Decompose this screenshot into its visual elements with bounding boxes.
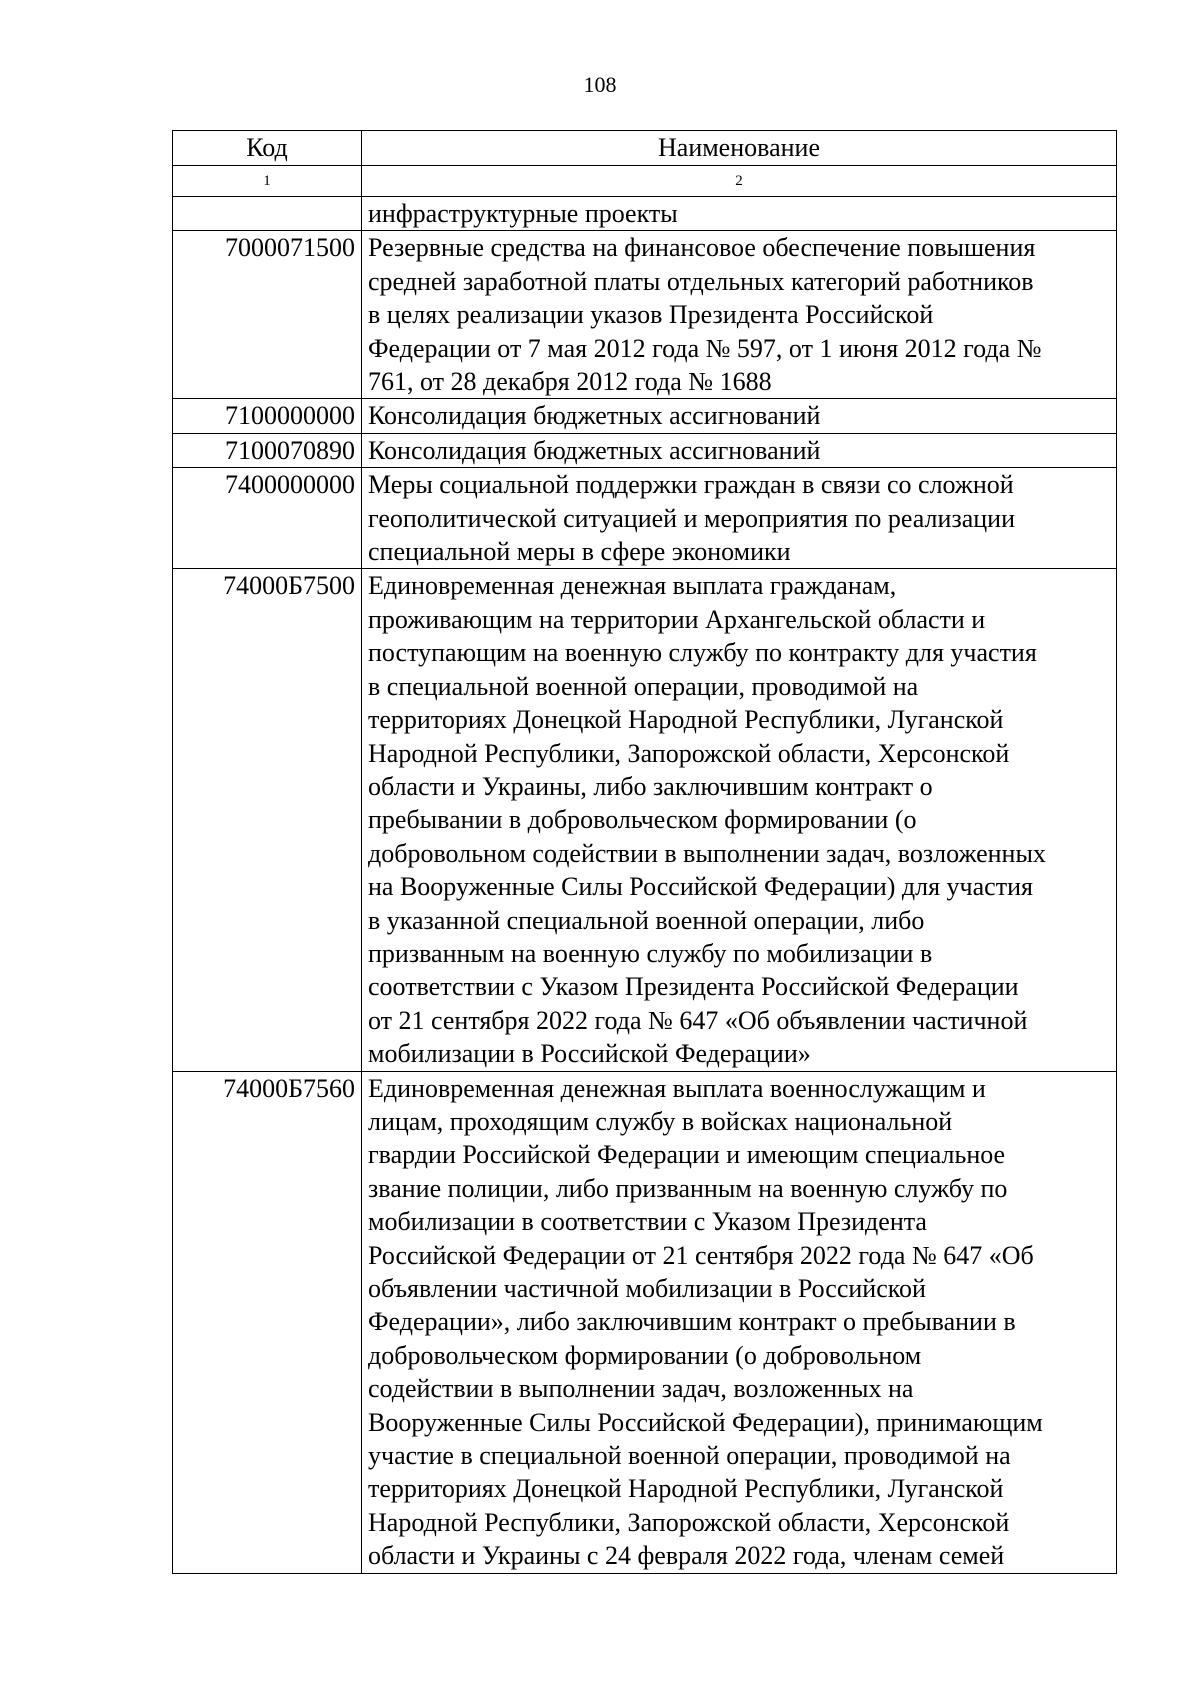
table-row (173, 569, 1117, 1071)
row-name (362, 231, 1117, 399)
row-name-line: проживающим на территории Архангельской области и (368, 604, 986, 634)
row-name-line: Резервные средства на финансовое обеспечение повышения (368, 233, 1036, 263)
row-name-line: Народной Республики, Запорожской области, Херсонской (368, 738, 1010, 768)
row-name-line: в указанной специальной военной операции, либо (368, 905, 925, 935)
row-name-line: добровольческом формировании (о добровольном (368, 1340, 922, 1370)
row-code: 7100070890 (173, 433, 362, 467)
row-name-line: содействии в выполнении задач, возложенных на (368, 1374, 914, 1404)
row-name-line: специальной меры в сфере экономики (368, 537, 791, 567)
row-name-line: Единовременная денежная выплата военнослужащим и (368, 1073, 986, 1103)
table-row (173, 1071, 1117, 1573)
row-name (362, 468, 1117, 569)
row-name-line: поступающим на военную службу по контракту для участия (368, 638, 1037, 668)
row-name-line: Российской Федерации от 21 сентября 2022 года № 647 «Об (368, 1240, 1034, 1270)
row-name-line: пребывании в добровольческом формировании (о (368, 805, 917, 835)
row-name-line: объявлении частичной мобилизации в Российской (368, 1274, 926, 1303)
table-row (173, 231, 1117, 399)
row-name-line: области и Украины с 24 февраля 2022 года, членам семей (368, 1541, 1005, 1571)
row-name-line: от 21 сентября 2022 года № 647 «Об объявлении частичной (368, 1005, 1028, 1035)
row-code: 74000Б7560 (173, 1071, 362, 1573)
row-name (362, 569, 1117, 1071)
row-name-line: Федерации», либо заключившим контракт о пребывании в (368, 1307, 1016, 1337)
row-code: 7400000000 (173, 468, 362, 569)
row-name-line: Федерации от 7 мая 2012 года № 597, от 1 июня 2012 года № (368, 333, 1042, 363)
row-name (362, 433, 1117, 467)
row-name-line: гвардии Российской Федерации и имеющим специальное (368, 1140, 1006, 1170)
table-row (173, 468, 1117, 569)
row-name-line: области и Украины, либо заключившим контракт о (368, 771, 933, 801)
column-number-code: 1 (173, 166, 362, 197)
table-row (173, 433, 1117, 467)
column-number-row (173, 166, 1117, 197)
table-row (173, 197, 1117, 231)
row-name-line: призванным на военную службу по мобилизации в (368, 938, 933, 968)
row-name-line: добровольном содействии в выполнении задач, возложенных (368, 838, 1046, 868)
row-name (362, 1071, 1117, 1573)
row-code (173, 197, 362, 231)
row-name-line: мобилизации в Российской Федерации» (368, 1039, 811, 1069)
row-name-line: в целях реализации указов Президента Российской (368, 300, 934, 330)
row-name-line: в специальной военной операции, проводимой на (368, 671, 919, 701)
row-name-line: соответствии с Указом Президента Российской Федерации (368, 972, 1019, 1002)
table-row (173, 399, 1117, 433)
row-name (362, 399, 1117, 433)
budget-classification-table (172, 130, 1117, 1574)
row-name-line: инфраструктурные проекты (368, 199, 678, 228)
row-name-line: лицам, проходящим службу в войсках национальной (368, 1106, 953, 1136)
row-code: 7000071500 (173, 231, 362, 399)
row-name-line: участие в специальной военной операции, проводимой на (368, 1441, 1011, 1471)
row-name-line: Консолидация бюджетных ассигнований (368, 435, 821, 465)
column-number-name: 2 (362, 166, 1117, 197)
row-name-line: 761, от 28 декабря 2012 года № 1688 (368, 367, 772, 397)
header-code: Код (173, 131, 362, 166)
row-name-line: на Вооруженные Силы Российской Федерации) для участия (368, 872, 1033, 902)
row-name-line: Народной Республики, Запорожской области, Херсонской (368, 1507, 1010, 1537)
header-name: Наименование (362, 131, 1117, 166)
row-name-line: Консолидация бюджетных ассигнований (368, 401, 821, 431)
row-name-line: Вооруженные Силы Российской Федерации), принимающим (368, 1407, 1043, 1437)
row-name-line: геополитической ситуацией и мероприятия по реализации (368, 503, 1015, 533)
row-name-line: Меры социальной поддержки граждан в связи со сложной (368, 470, 1014, 500)
row-name (362, 197, 1117, 231)
row-name-line: Единовременная денежная выплата гражданам, (368, 571, 897, 601)
row-name-line: мобилизации в соответствии с Указом Президента (368, 1207, 927, 1237)
row-name-line: звание полиции, либо призванным на военную службу по (368, 1173, 1008, 1203)
row-name-line: средней заработной платы отдельных категорий работников (368, 266, 1034, 296)
page-number: 108 (583, 72, 617, 97)
row-code: 7100000000 (173, 399, 362, 433)
header-row (173, 131, 1117, 166)
row-name-line: территориях Донецкой Народной Республики, Луганской (368, 705, 1004, 735)
row-code: 74000Б7500 (173, 569, 362, 1071)
row-name-line: территориях Донецкой Народной Республики, Луганской (368, 1474, 1004, 1504)
